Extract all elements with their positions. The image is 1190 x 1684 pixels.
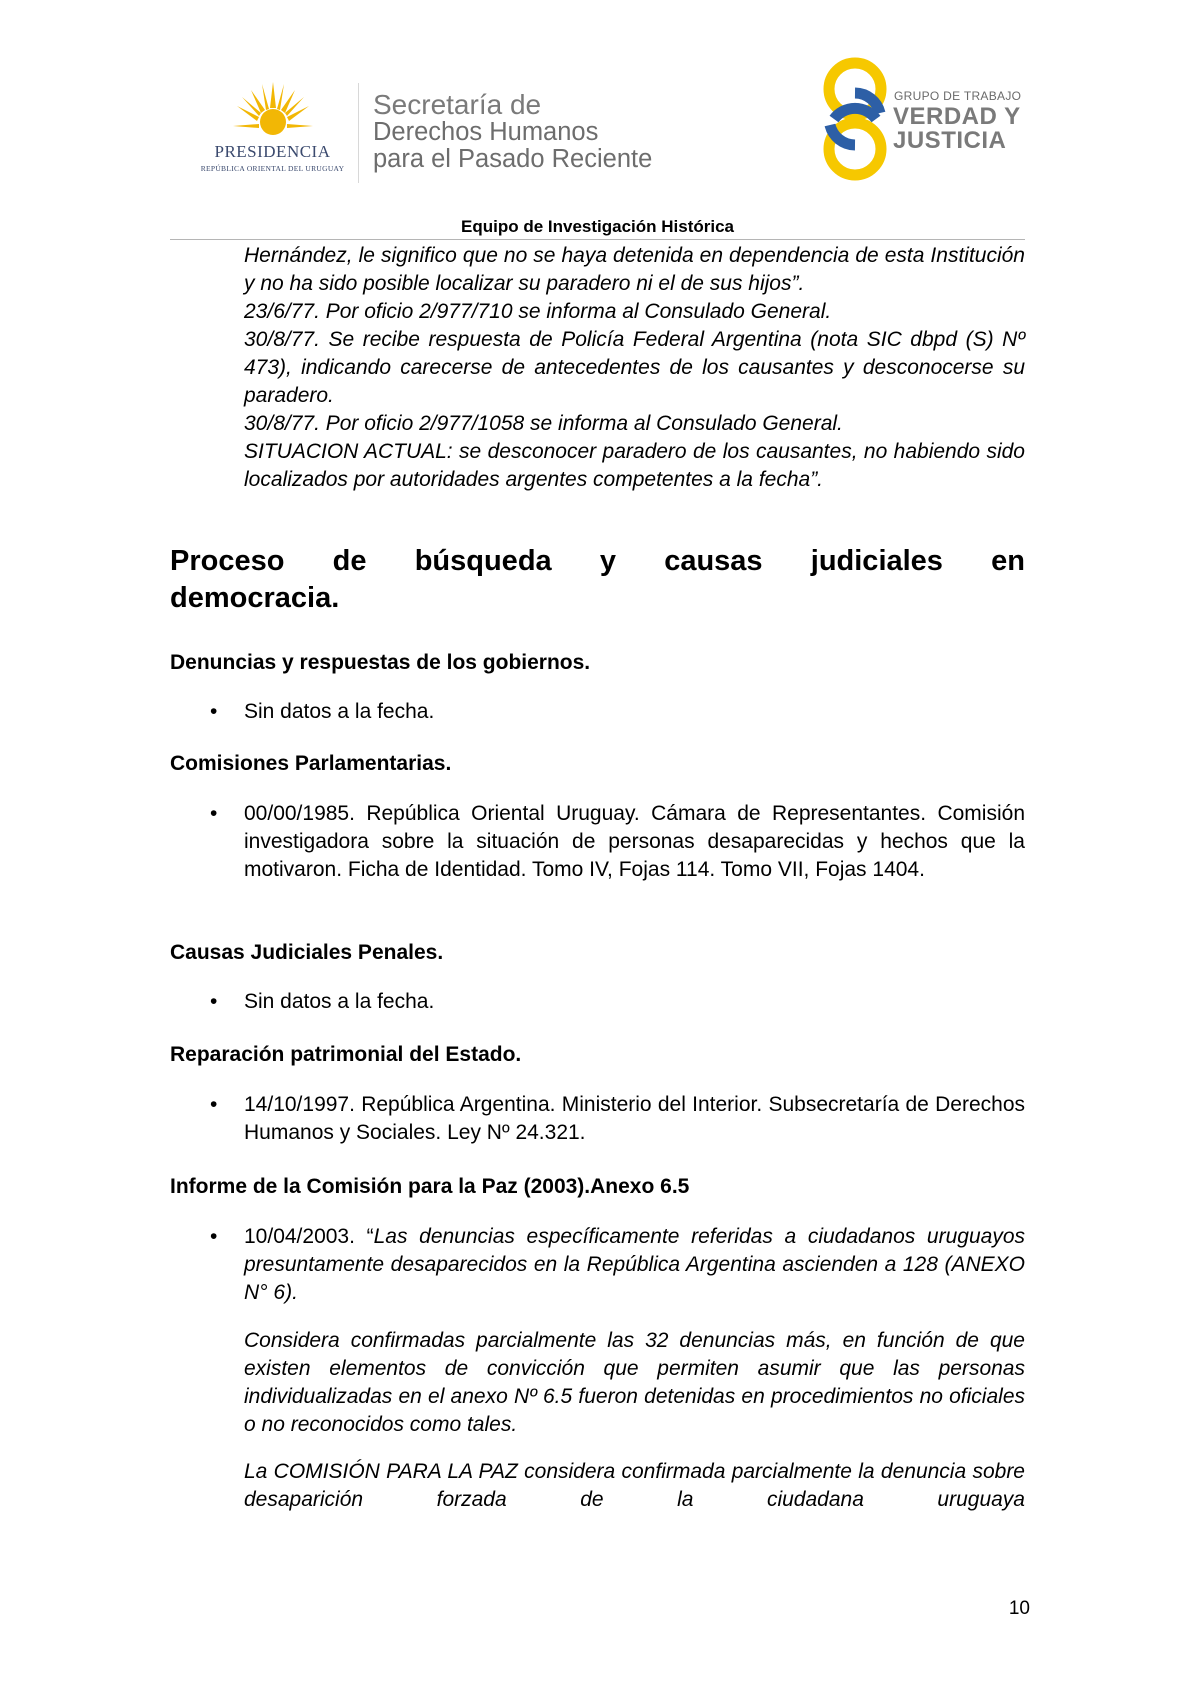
presidencia-subtitle: REPÚBLICA ORIENTAL DEL URUGUAY [200,164,345,173]
bullet-icon: • [210,700,218,723]
grupo-title-1: VERDAD Y [893,103,1021,130]
letterhead [195,55,1035,185]
quote-paragraph-1: Hernández, le significo que no se haya detenida en dependencia de esta Institución y no ha sido posible localizar su paradero ni el de sus hijos”. [244,244,1025,295]
header-rule [170,239,1025,240]
grupo-title-2: JUSTICIA [893,127,1007,154]
secretaria-logo-text [373,90,733,173]
bullet-quote: Las denuncias específicamente referidas a ciudadanos uruguayos presuntamente desaparecidos en la República Argentina ascienden a 128 (ANEXO N° 6). [244,1225,1025,1304]
bullet-text [244,1223,1025,1307]
running-head: Equipo de Investigación Histórica [461,217,734,236]
heading-informe: Informe de la Comisión para la Paz (2003).Anexo 6.5 [170,1175,690,1198]
quote-paragraph-4: 30/8/77. Por oficio 2/977/1058 se informa al Consulado General. [244,412,843,435]
bullet-date: 10/04/2003. “ [244,1225,374,1248]
quote-paragraph-5: SITUACION ACTUAL: se desconocer paradero de los causantes, no habiendo sido localizados por autoridades argentes competentes a la fecha”. [244,440,1025,491]
verdad-justicia-logo [820,55,1035,183]
bullet-icon: • [210,802,218,825]
rings-icon [820,55,890,183]
secretaria-line-2: Derechos Humanos [373,118,599,146]
presidencia-logo [195,80,355,180]
informe-paragraph-2: La COMISIÓN PARA LA PAZ considera confirmada parcialmente la denuncia sobre desaparición forzada de la ciudadana uruguaya [244,1460,1025,1511]
grupo-label: GRUPO DE TRABAJO [894,89,1022,103]
bullet-icon: • [210,1093,218,1116]
heading-comisiones: Comisiones Parlamentarias. [170,752,452,775]
quote-paragraph-3: 30/8/77. Se recibe respuesta de Policía Federal Argentina (nota SIC dbpd (S) Nº 473), indicando carecerse de antecedentes de los causantes y desconocerse su paradero. [244,328,1025,407]
bullet-text: 00/00/1985. República Oriental Uruguay. Cámara de Representantes. Comisión investigadora sobre la situación de personas desaparecidas y hechos que la motivaron. Ficha de Identidad. Tomo IV, Fojas 114. Tomo VII, Fojas 1404. [244,802,1025,881]
sun-icon [233,80,313,142]
section-title [170,543,1025,617]
heading-causas: Causas Judiciales Penales. [170,941,444,964]
header-divider [358,83,359,183]
secretaria-line-1: Secretaría de [373,89,542,120]
section-title-line-1: Proceso de búsqueda y causas judiciales en [170,545,1025,577]
informe-paragraph-1: Considera confirmadas parcialmente las 32 denuncias más, en función de que existen elementos de convicción que permiten asumir que las personas individualizadas en el anexo Nº 6.5 fueron detenidas en procedimientos no oficiales o no reconocidos como tales. [244,1329,1025,1436]
quote-paragraph-2: 23/6/77. Por oficio 2/977/710 se informa al Consulado General. [244,300,832,323]
bullet-icon: • [210,1225,218,1248]
bullet-text: Sin datos a la fecha. [244,990,435,1013]
section-title-line-2: democracia. [170,582,340,614]
bullet-text: 14/10/1997. República Argentina. Ministerio del Interior. Subsecretaría de Derechos Humanos y Sociales. Ley Nº 24.321. [244,1093,1025,1144]
page-number: 10 [1008,1598,1030,1619]
bullet-text: Sin datos a la fecha. [244,700,435,723]
quote-block [244,242,1025,494]
heading-reparacion: Reparación patrimonial del Estado. [170,1043,522,1066]
bullet-icon: • [210,990,218,1013]
heading-denuncias: Denuncias y respuestas de los gobiernos. [170,651,591,674]
secretaria-line-3: para el Pasado Reciente [373,145,653,173]
presidencia-label: PRESIDENCIA [214,142,331,161]
